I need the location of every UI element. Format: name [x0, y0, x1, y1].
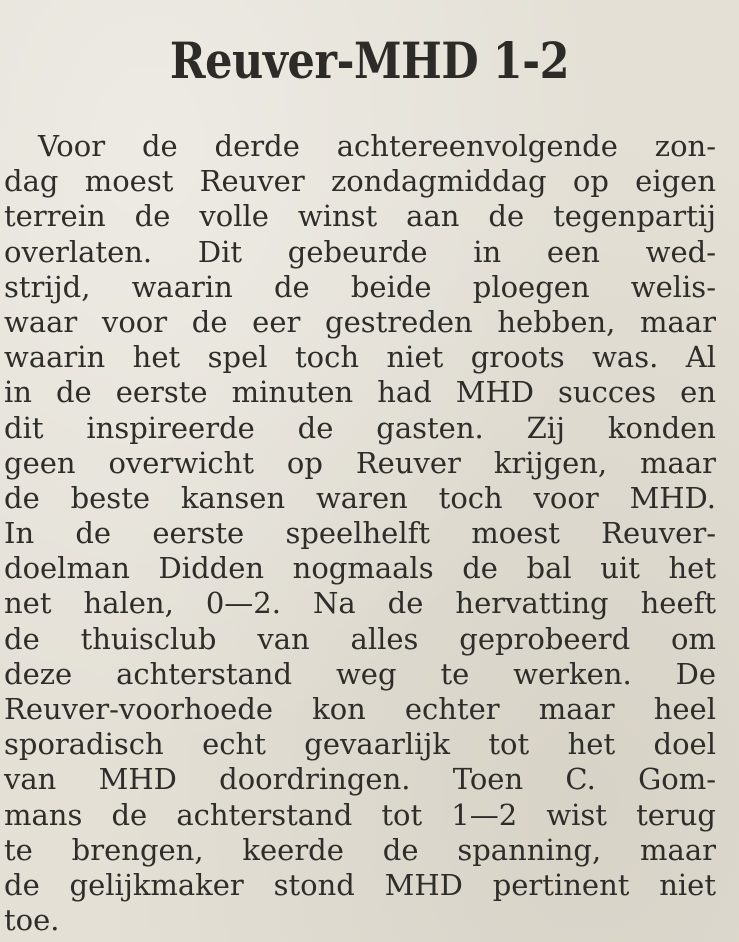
article-line: in de eerste minuten had MHD succes en [4, 375, 716, 410]
article-line: dit inspireerde de gasten. Zij konden [4, 410, 716, 445]
article-line: In de eerste speelhelft moest Reuver- [4, 516, 716, 551]
article-line: terrein de volle winst aan de tegenpartij [4, 199, 716, 234]
article-line: sporadisch echt gevaarlijk tot het doel [4, 727, 716, 762]
article-line: mans de achterstand tot 1—2 wist terug [4, 797, 716, 832]
article-line: waar voor de eer gestreden hebben, maar [4, 304, 716, 339]
article-line: dag moest Reuver zondagmiddag op eigen [4, 164, 716, 199]
article-line: deze achterstand weg te werken. De [4, 656, 716, 691]
article-line: doelman Didden nogmaals de bal uit het [4, 551, 716, 586]
article-line: strijd, waarin de beide ploegen welis- [4, 269, 716, 304]
article-line: toe. [4, 903, 60, 938]
article-line: overlaten. Dit gebeurde in een wed- [4, 234, 716, 269]
article-line: de beste kansen waren toch voor MHD. [4, 480, 716, 515]
article-line: te brengen, keerde de spanning, maar [4, 832, 716, 867]
article-line: Reuver-voorhoede kon echter maar heel [4, 692, 716, 726]
article-body [4, 129, 716, 938]
article-line: de thuisclub van alles geprobeerd om [4, 621, 716, 656]
article-line: waarin het spel toch niet groots was. Al [4, 340, 716, 375]
article-line: net halen, 0—2. Na de hervatting heeft [4, 586, 716, 621]
article-line: geen overwicht op Reuver krijgen, maar [4, 445, 716, 480]
article-line: van MHD doordringen. Toen C. Gom- [4, 762, 716, 797]
article-line: Voor de derde achtereenvolgende zon- [38, 129, 716, 163]
article-line: de gelijkmaker stond MHD pertinent niet [4, 867, 716, 902]
article-headline: Reuver-MHD 1-2 [169, 31, 570, 90]
